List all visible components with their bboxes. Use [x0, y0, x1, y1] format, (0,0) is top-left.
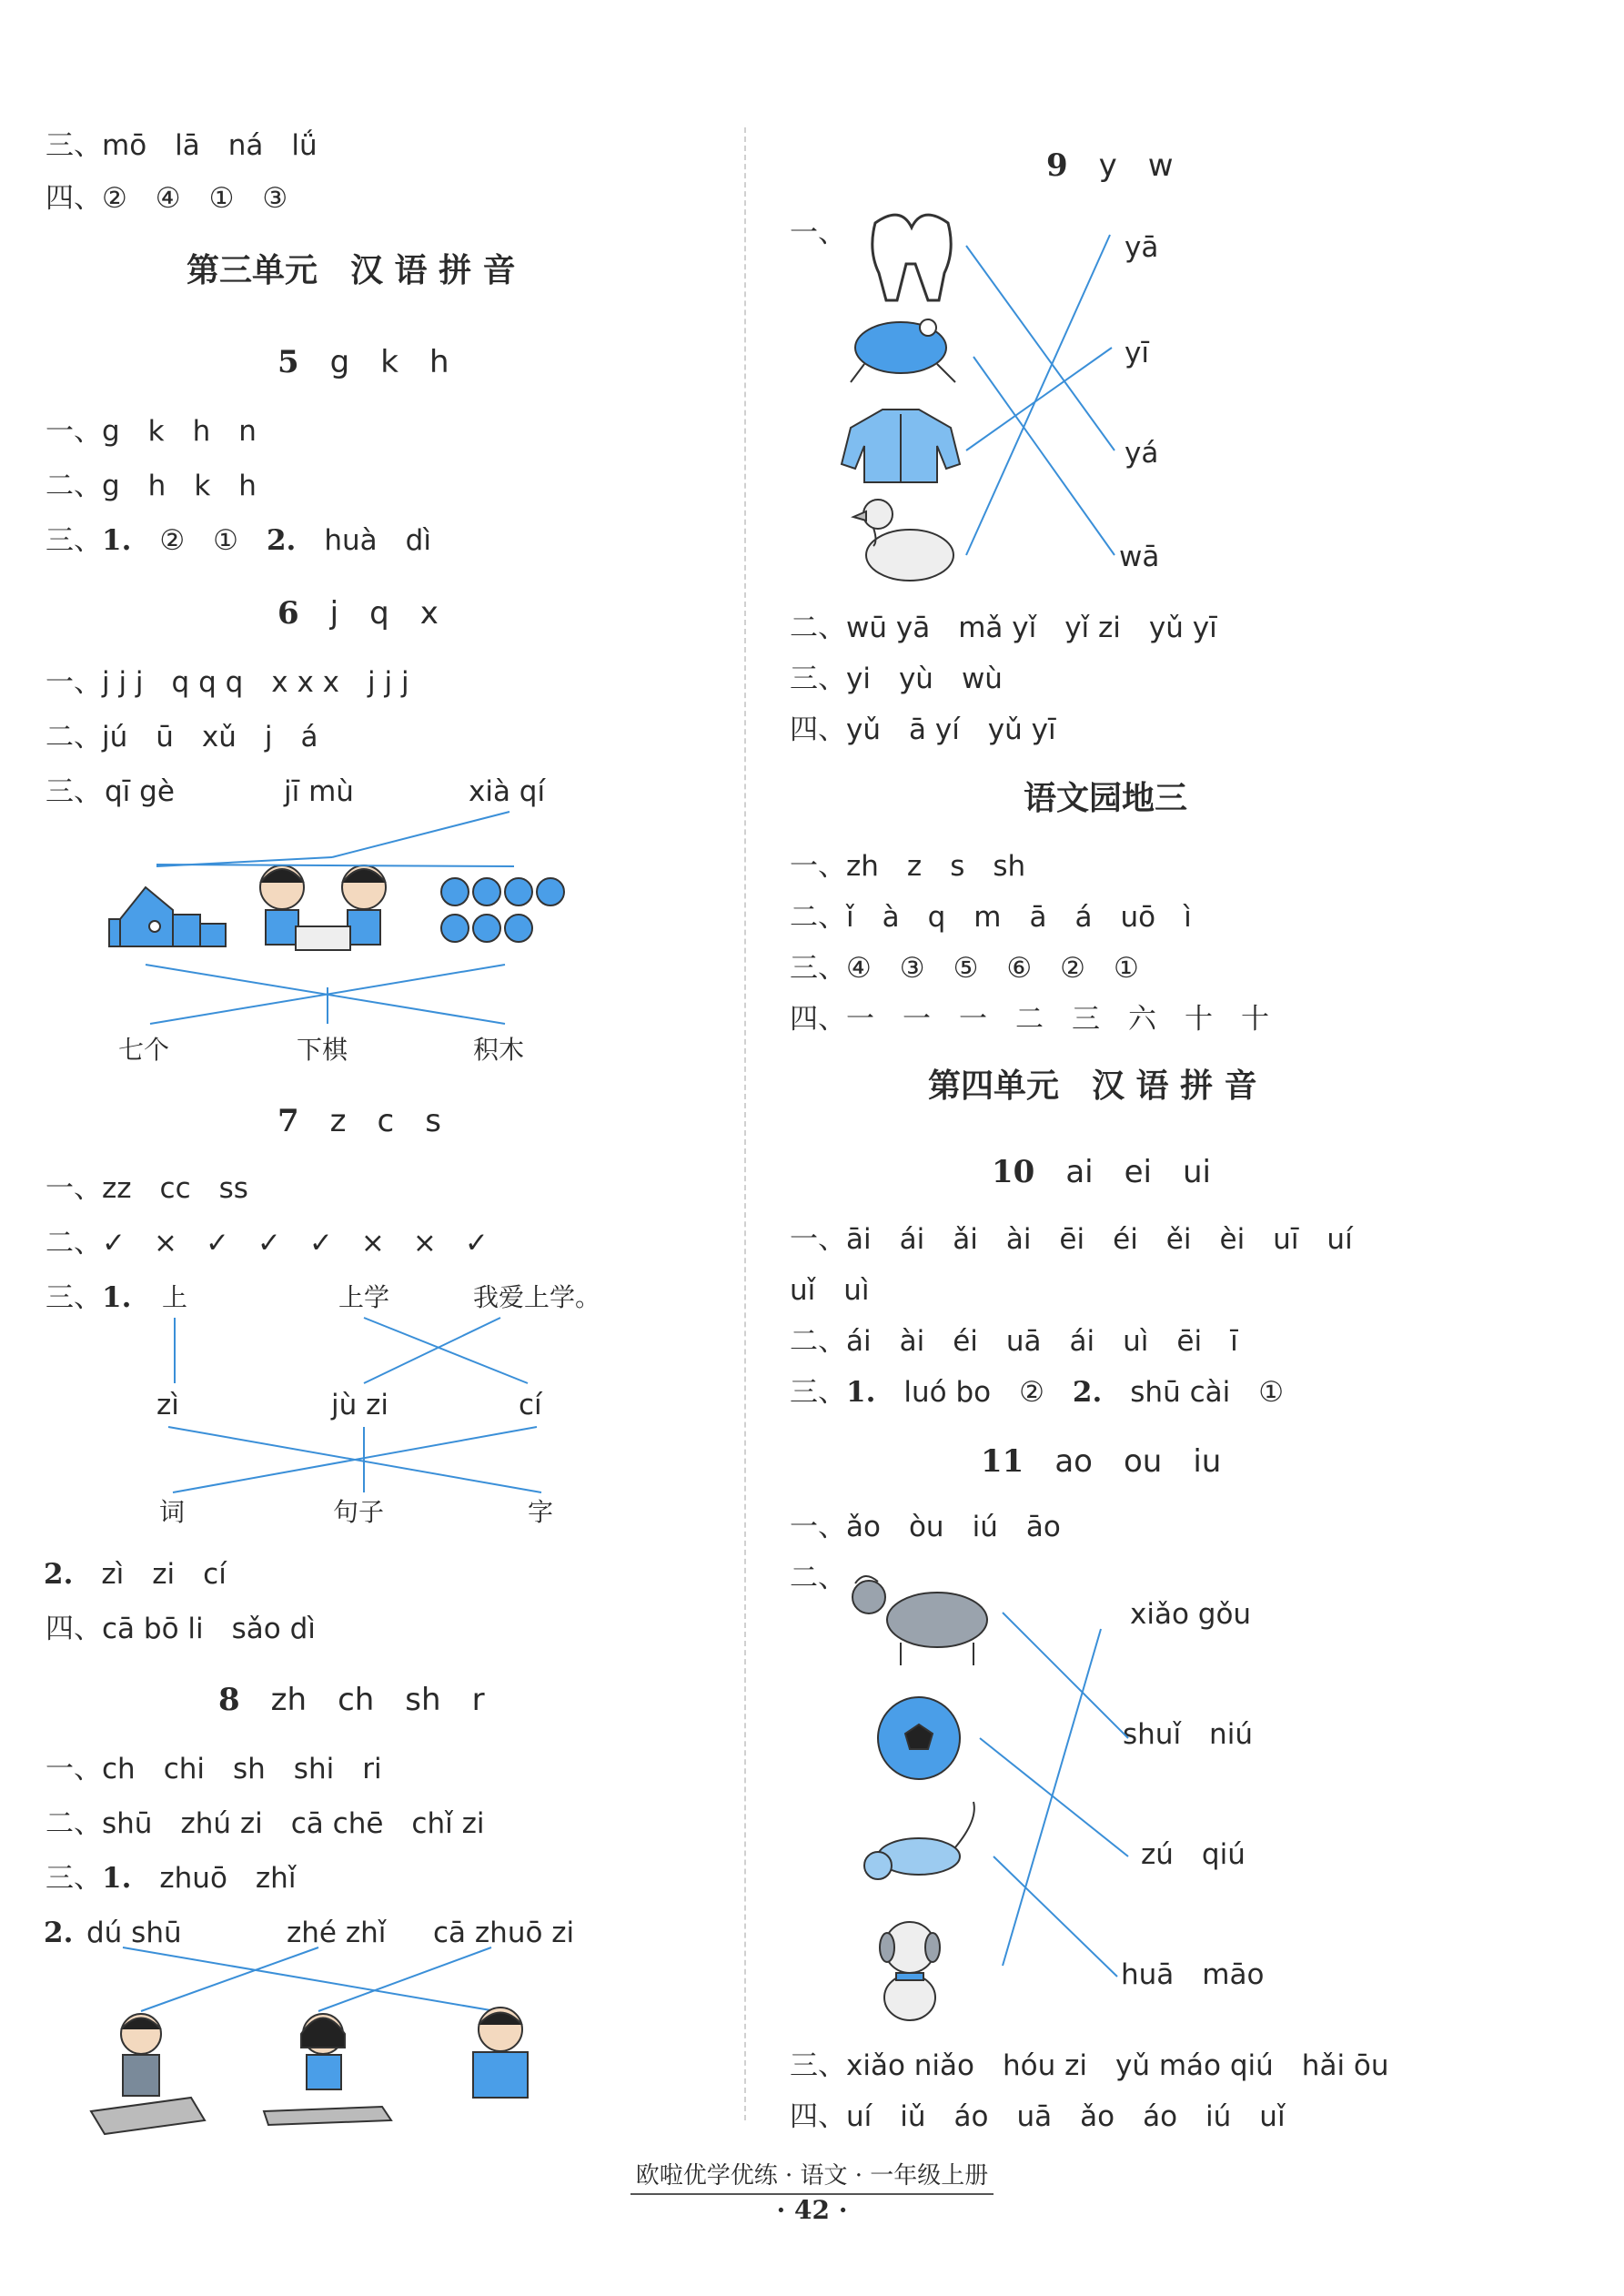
- answer-line: 二、✓ × ✓ ✓ ✓ × × ✓: [45, 1227, 489, 1259]
- item-prefix: 三、: [45, 1281, 102, 1314]
- unit3-title: 第三单元 汉 语 拼 音: [187, 251, 516, 289]
- pinyin-label: wā: [1119, 541, 1160, 573]
- answer-line: 二、ǐ à q m ā á uō ì: [790, 901, 1192, 934]
- lesson-letters: ao ou iu: [1054, 1443, 1222, 1480]
- item-prefix: 三、: [45, 1862, 102, 1895]
- cat-picture: [864, 1802, 974, 1879]
- boy-reading-picture: [473, 2008, 528, 2098]
- garden3-title: 语文园地三: [1024, 779, 1188, 817]
- answer-line: 二、ái ài éi uā ái uì ēi ī: [790, 1325, 1238, 1358]
- lesson-number: 8: [218, 1682, 240, 1718]
- lesson-number: 10: [992, 1154, 1035, 1190]
- answer-line: 三、mō lā ná lǘ: [45, 129, 318, 162]
- sub-number: 2.: [266, 524, 297, 557]
- answer-line: 三、xiǎo niǎo hóu zi yǔ máo qiú hǎi ōu: [790, 2049, 1389, 2082]
- hanzi-label: 我爱上学。: [473, 1282, 601, 1312]
- jacket-picture: [842, 410, 960, 482]
- pinyin-label: zì: [156, 1389, 179, 1421]
- unit4-title: 第四单元 汉 语 拼 音: [928, 1067, 1257, 1105]
- sub-number: 2.: [44, 1917, 74, 1949]
- buffalo-picture: [852, 1576, 987, 1665]
- answer-line: 四、uí iǔ áo uā ǎo áo iú uǐ: [790, 2100, 1286, 2133]
- sub-answer: zhuō zhǐ: [159, 1862, 297, 1895]
- lesson-number: 11: [981, 1443, 1024, 1480]
- pinyin-label: huā māo: [1121, 1958, 1265, 1991]
- hanzi-label: 字: [528, 1497, 554, 1527]
- hanzi-label: 句子: [333, 1497, 385, 1527]
- sub-number: 1.: [102, 524, 132, 557]
- pinyin-label: cí: [519, 1389, 542, 1421]
- pinyin-label: qī gè: [105, 775, 175, 808]
- answer-line: 三、④ ③ ⑤ ⑥ ② ①: [790, 952, 1139, 985]
- lesson9-match-lines: [966, 235, 1115, 555]
- frog-picture: [851, 319, 955, 382]
- book-title: 欧啦优学优练 · 语文 · 一年级上册: [630, 2162, 994, 2195]
- pinyin-label: xià qí: [469, 775, 546, 808]
- hanzi-label: 下棋: [297, 1035, 348, 1065]
- sub-number: 1.: [846, 1376, 876, 1409]
- sub-answer: luó bo ②: [903, 1376, 1044, 1409]
- sub-answer: zì zi cí: [101, 1558, 227, 1591]
- lesson8-match-lines: [123, 1947, 496, 2011]
- hanzi-label: 词: [159, 1497, 186, 1527]
- answer-line: 一、āi ái ǎi ài ēi éi ěi èi uī uí: [790, 1223, 1353, 1256]
- answer-line: 三、yi yù wù: [790, 663, 1003, 695]
- answer-line: 一、zz cc ss: [45, 1172, 248, 1205]
- item-prefix: 三、: [790, 1376, 846, 1409]
- boy-cleaning-picture: [91, 2014, 205, 2134]
- answer-line: 四、② ④ ① ③: [45, 182, 288, 215]
- answer-line: 二、jú ū xǔ j á: [45, 721, 318, 754]
- pinyin-label: zhé zhǐ: [287, 1917, 387, 1949]
- answer-line: 四、一 一 一 二 三 六 十 十: [790, 1003, 1269, 1036]
- hanzi-label: 上学: [338, 1282, 390, 1312]
- sub-number: 1.: [102, 1862, 132, 1895]
- pinyin-label: yā: [1125, 231, 1159, 264]
- lesson-letters: j q x: [329, 595, 439, 632]
- lesson11-match-lines: [980, 1613, 1128, 1977]
- pinyin-label: yá: [1125, 437, 1159, 470]
- item-prefix: 一、: [790, 217, 846, 249]
- children-chess-picture: [260, 865, 386, 950]
- sub-number: 2.: [1072, 1376, 1103, 1409]
- page-number: · 42 ·: [776, 2195, 848, 2225]
- answer-line: 四、cā bō li sǎo dì: [45, 1613, 316, 1645]
- lesson-letters: z c s: [329, 1103, 441, 1139]
- answer-line: 二、shū zhú zi cā chē chǐ zi: [45, 1807, 485, 1840]
- pinyin-label: shuǐ niú: [1123, 1718, 1253, 1751]
- apples-picture: [441, 878, 564, 942]
- lesson-letters: ai ei ui: [1065, 1154, 1211, 1190]
- pinyin-label: xiǎo gǒu: [1130, 1598, 1252, 1631]
- answer-line: 一、zh z s sh: [790, 850, 1026, 883]
- lesson7-match-lines: [168, 1318, 541, 1492]
- lesson-letters: zh ch sh r: [270, 1682, 485, 1718]
- item-prefix: 二、: [790, 1562, 846, 1594]
- duck-picture: [853, 500, 953, 581]
- lesson-letters: g k h: [329, 344, 449, 380]
- answer-line: uǐ uì: [790, 1274, 870, 1307]
- hanzi-label: 七个: [118, 1035, 170, 1065]
- blocks-picture: [109, 887, 226, 946]
- pinyin-label: cā zhuō zi: [433, 1917, 575, 1949]
- answer-line: 二、g h k h: [45, 470, 257, 502]
- lesson-number: 5: [277, 344, 299, 380]
- item-prefix: 三、: [45, 775, 102, 808]
- pinyin-label: dú shū: [86, 1917, 182, 1949]
- tooth-picture: [873, 215, 951, 300]
- pinyin-label: jù zi: [331, 1389, 388, 1421]
- answer-line: 二、wū yā mǎ yǐ yǐ zi yǔ yī: [790, 612, 1217, 644]
- sub-answer: ② ①: [159, 524, 238, 557]
- pinyin-label: yī: [1125, 337, 1149, 369]
- answer-line: 一、ǎo òu iú āo: [790, 1511, 1061, 1543]
- sub-number: 2.: [44, 1558, 74, 1591]
- puppy-picture: [880, 1922, 940, 2020]
- pinyin-label: jī mù: [284, 775, 354, 808]
- hanzi-label: 上: [162, 1282, 188, 1312]
- girl-folding-paper-picture: [264, 2014, 391, 2125]
- answer-line: 一、j j j q q q x x x j j j: [45, 666, 409, 699]
- answer-line: 一、ch chi sh shi ri: [45, 1753, 382, 1785]
- sub-answer: huà dì: [324, 524, 431, 557]
- answer-line: 四、yǔ ā yí yǔ yī: [790, 713, 1056, 746]
- soccer-ball-picture: [878, 1697, 960, 1779]
- lesson-number: 7: [277, 1103, 299, 1139]
- lesson-letters: y w: [1098, 147, 1174, 184]
- hanzi-label: 积木: [473, 1035, 525, 1065]
- pinyin-label: zú qiú: [1141, 1838, 1246, 1871]
- lesson-number: 9: [1046, 147, 1068, 184]
- answer-line: 一、g k h n: [45, 415, 257, 448]
- sub-number: 1.: [102, 1281, 132, 1314]
- lesson-number: 6: [277, 595, 299, 632]
- item-prefix: 三、: [45, 524, 102, 557]
- sub-answer: shū cài ①: [1130, 1376, 1285, 1409]
